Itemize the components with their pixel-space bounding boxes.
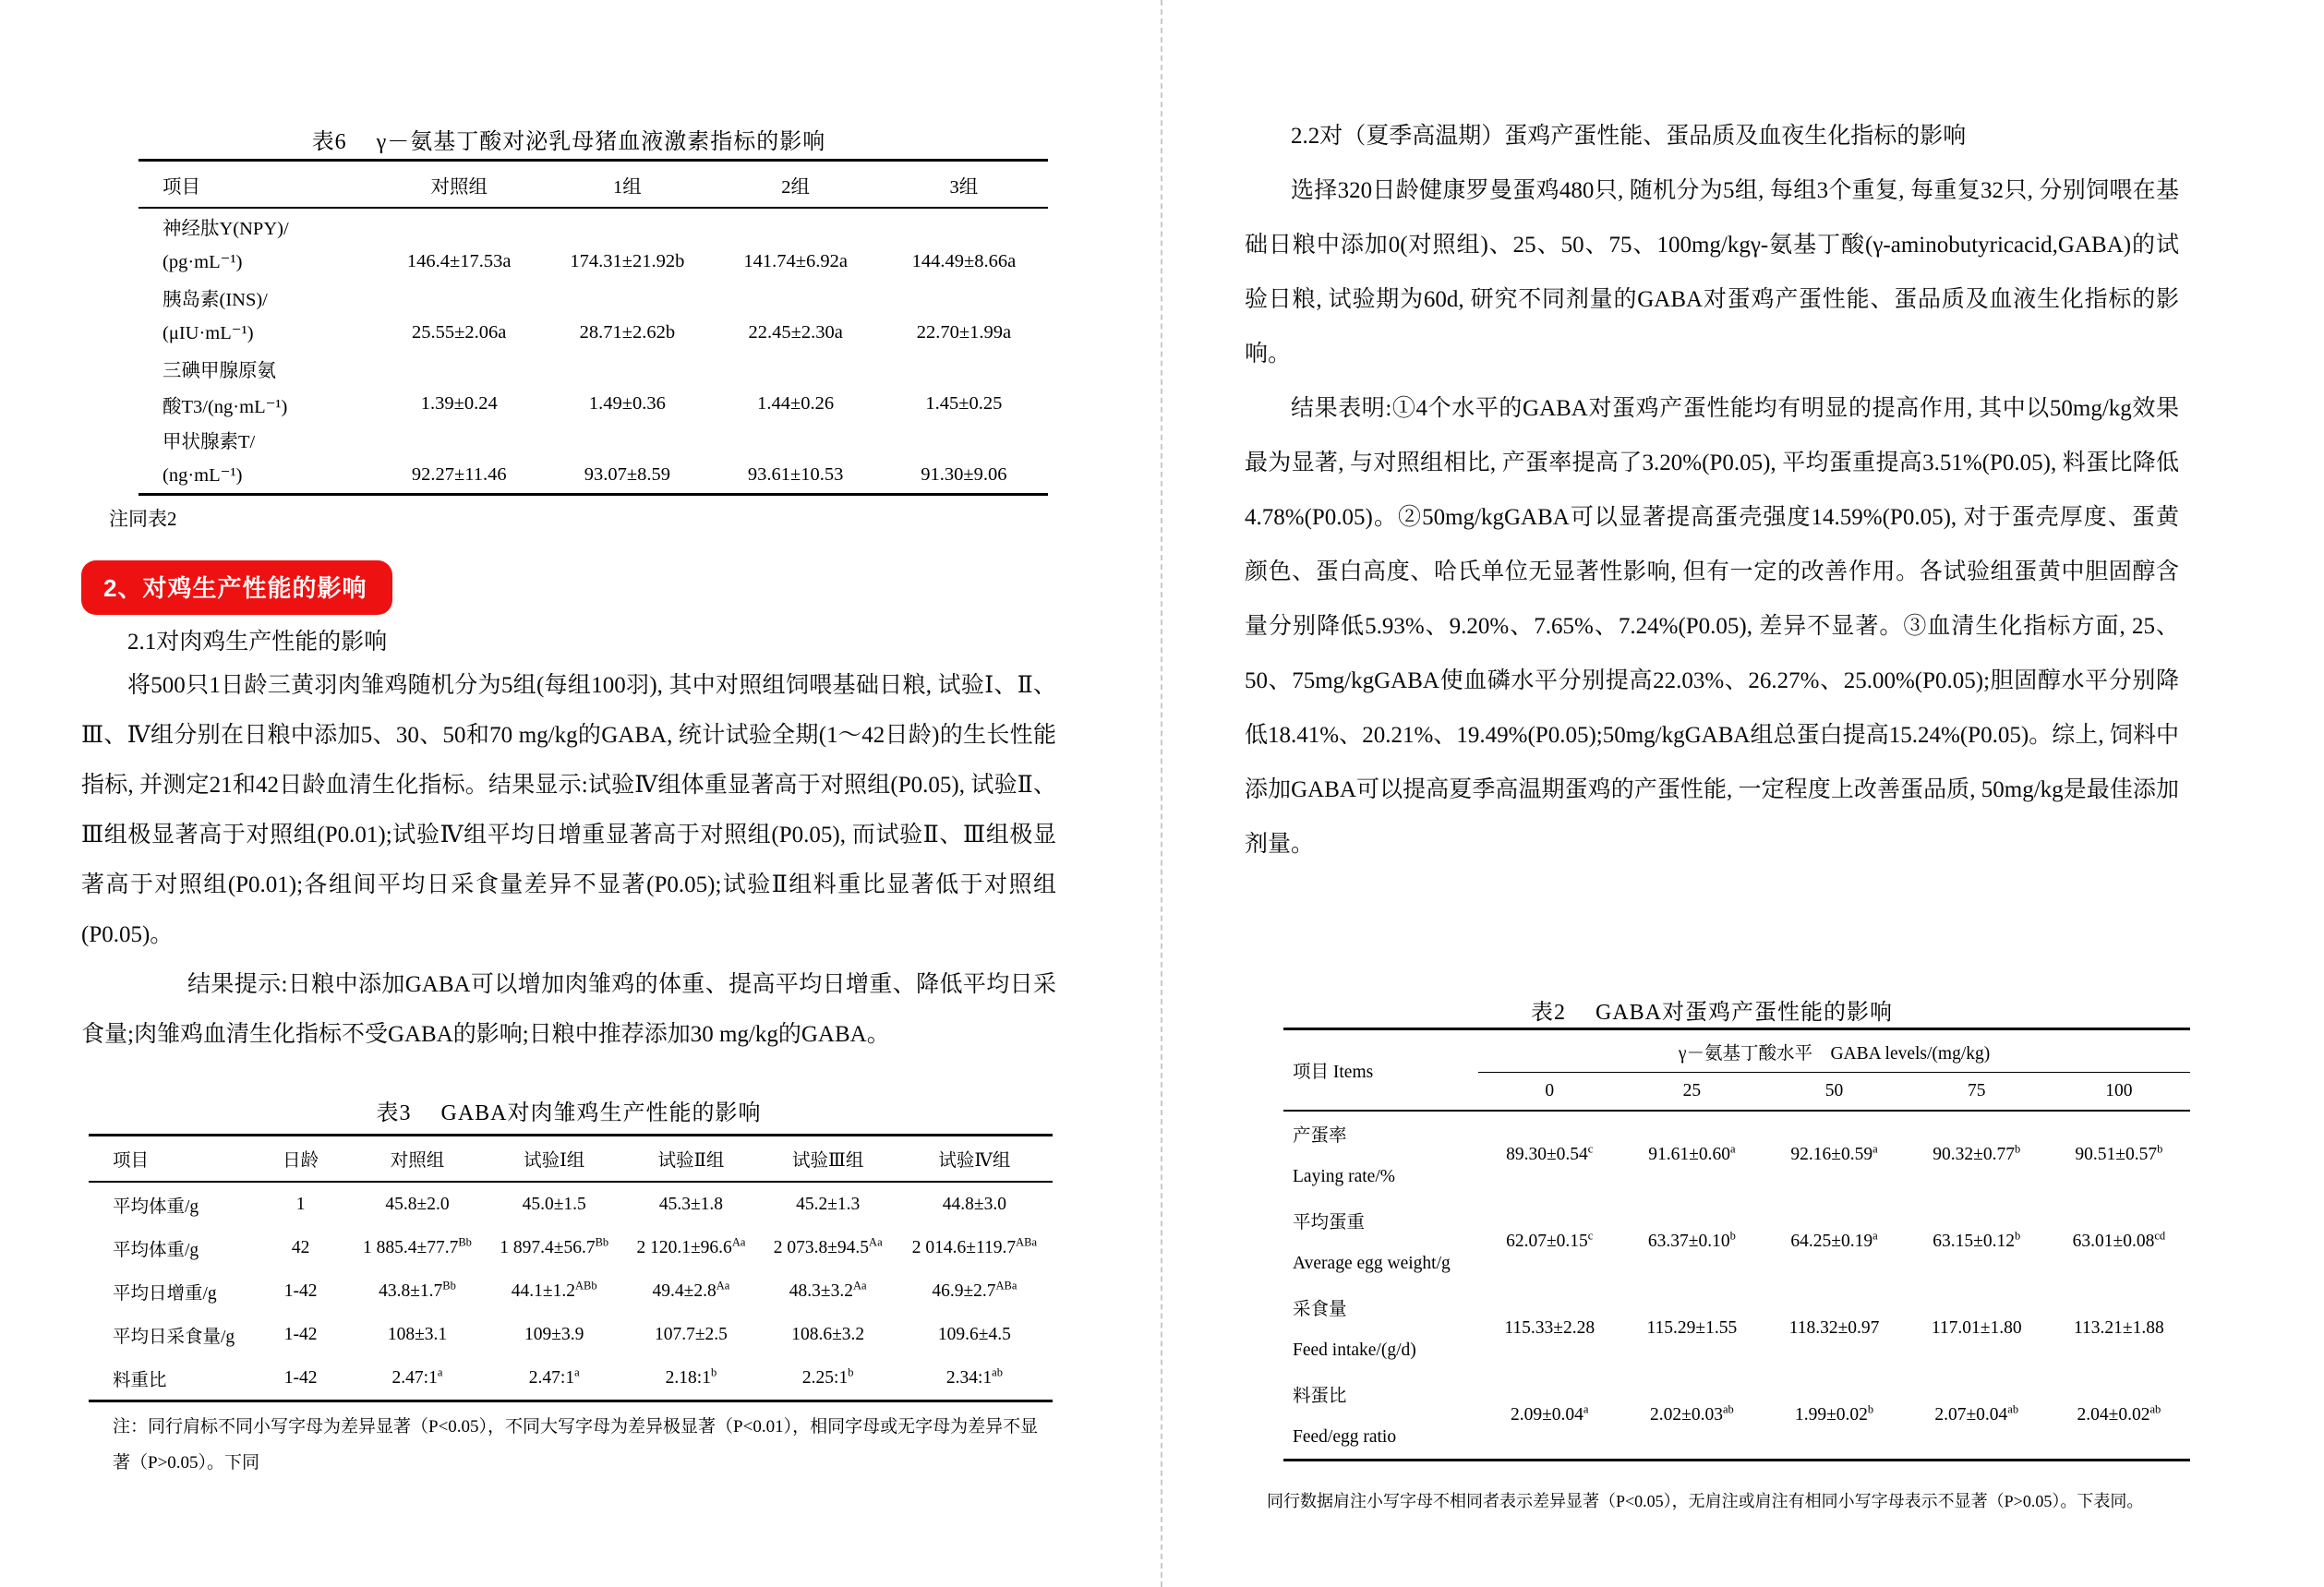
table2-level-100: 100	[2048, 1073, 2190, 1112]
table-cell: 91.30±9.06	[921, 464, 1007, 486]
table-row	[138, 208, 1048, 245]
row-label: 平均日采食量/g	[113, 1327, 235, 1347]
row-label-line1: 三碘甲腺原氨	[163, 361, 276, 382]
row-label-line2: (ng·mL⁻¹)	[163, 465, 243, 487]
table-cell: 2 $073.8\pm 94.5^{Aa}$	[773, 1235, 883, 1257]
table-row	[89, 1356, 1053, 1401]
table-cell: 1-42	[283, 1324, 318, 1344]
table-cell: 90.32±0.77$^b$	[1933, 1142, 2021, 1164]
table3-note-line1: 注：同行肩标不同小写字母为差异显著（P<0.05），不同大写字母为差异极显著（P<0.01），相同字母或无字母为差异不显	[113, 1417, 1039, 1437]
table-cell: 93.61±10.53	[747, 464, 844, 486]
table-cell: 1.45±0.25	[925, 393, 1003, 415]
section22-heading: 2.2对（夏季高温期）蛋鸡产蛋性能、蛋品质及血夜生化指标的影响	[1291, 124, 1967, 149]
table6-header-item: 项目	[138, 161, 375, 209]
table-cell: 2.09±0.04$^a$	[1510, 1402, 1589, 1425]
row-label-en: Feed intake/(g/d)	[1293, 1340, 1416, 1360]
row-label-cn: 料蛋比	[1293, 1386, 1347, 1406]
table-row	[89, 1226, 1053, 1269]
table-cell: 92.27±11.46	[411, 464, 507, 486]
table2-level-75: 75	[1906, 1073, 2048, 1112]
table-cell: 2.47:1$^a$	[391, 1365, 443, 1388]
row-label-line1: 胰岛素(INS)/	[163, 290, 268, 311]
table6-header-row	[138, 161, 1048, 209]
table2-level-50: 50	[1763, 1073, 1905, 1112]
table-cell: 2.04±0.02$^{ab}$	[2077, 1402, 2161, 1425]
table-cell: 92.16±0.59$^a$	[1790, 1142, 1878, 1164]
table-row	[1283, 1285, 2190, 1329]
row-label-cn: 平均蛋重	[1293, 1212, 1366, 1232]
table-row	[138, 387, 1048, 423]
table-cell: 1.99±0.02$^b$	[1794, 1402, 1874, 1425]
table-cell: 109±3.9	[524, 1324, 584, 1344]
table-cell: 2 $120.1\pm 96.6^{Aa}$	[636, 1235, 746, 1257]
table-cell: 1-42	[283, 1367, 318, 1388]
row-label-cn: 产蛋率	[1293, 1125, 1347, 1146]
table2-items-header: 项目 Items	[1283, 1029, 1478, 1112]
table-cell: 93.07±8.59	[584, 464, 671, 486]
row-label-en: Laying rate/%	[1293, 1166, 1395, 1186]
table3-broiler-performance	[89, 1134, 1053, 1402]
table-cell: 2.18:1$^b$	[665, 1365, 717, 1388]
table-cell: 2 $014.6\pm 119.7^{ABa}$	[911, 1235, 1038, 1257]
left-page	[81, 0, 1056, 1587]
row-label-line2: (pg·mL⁻¹)	[163, 252, 243, 273]
table3-header-control: 对照组	[349, 1136, 486, 1183]
row-label-line1: 神经肽Y(NPY)/	[163, 219, 289, 240]
table-cell: 1.44±0.26	[757, 393, 835, 415]
row-label-line2: 酸T3/(ng·mL⁻¹)	[163, 396, 288, 417]
table-cell: 1.49±0.36	[588, 393, 666, 415]
table-cell: 2.02±0.03$^{ab}$	[1650, 1402, 1734, 1425]
table-cell: 45.0±1.5	[522, 1194, 586, 1214]
table-cell: 2.25:1$^b$	[801, 1365, 854, 1388]
table3-header-trial4: 试验Ⅳ组	[897, 1136, 1053, 1183]
row-label-line1: 甲状腺素T/	[163, 432, 256, 453]
table-cell: 1 $897.4\pm 56.7^{Bb}$	[500, 1235, 609, 1257]
table-row	[138, 422, 1048, 458]
right-page	[1245, 0, 2179, 1587]
row-label-en: Average egg weight/g	[1293, 1253, 1451, 1273]
table6-note: 注同表2	[109, 508, 177, 530]
table3-header-item: 项目	[89, 1136, 252, 1183]
table2-level-25: 25	[1620, 1073, 1763, 1112]
table-cell: 62.07±0.15$^c$	[1506, 1229, 1594, 1251]
table-row	[1283, 1198, 2190, 1242]
table-cell: 109.6±4.5	[937, 1324, 1011, 1344]
table2-level-0: 0	[1478, 1073, 1620, 1112]
table2-layer-performance	[1283, 1028, 2190, 1461]
row-label: 平均日增重/g	[113, 1283, 217, 1304]
table-cell: 115.33±2.28	[1504, 1318, 1595, 1338]
table-cell: 90.51±0.57$^b$	[2075, 1142, 2163, 1164]
row-label: 料重比	[113, 1370, 167, 1390]
table2-note: 同行数据肩注小写字母不相同者表示差异显著（P<0.05），无肩注或肩注有相同小写字母表示不显著（P>0.05）。下表同。	[1267, 1492, 2144, 1510]
table-cell: 44.8±3.0	[942, 1194, 1006, 1214]
table6-header-control: 对照组	[375, 161, 543, 209]
table-cell: 45.8±2.0	[385, 1194, 450, 1214]
table-cell: 63.37±0.10$^b$	[1647, 1229, 1736, 1251]
table-cell: 63.01±0.08$^{cd}$	[2072, 1229, 2166, 1251]
table2-title: 表2 GABA对蛋鸡产蛋性能的影响	[1530, 1001, 1893, 1025]
table-cell: 174.31±21.92b	[570, 251, 685, 272]
table-cell: 22.70±1.99a	[916, 322, 1012, 343]
table-cell: 2.47:1$^a$	[528, 1365, 580, 1388]
table3-header-trial2: 试验Ⅱ组	[622, 1136, 759, 1183]
table3-title: 表3 GABA对肉雏鸡生产性能的影响	[376, 1101, 762, 1125]
table-cell: 108.6±3.2	[791, 1324, 865, 1344]
table-cell: 141.74±6.92a	[743, 251, 848, 272]
table-row	[138, 351, 1048, 387]
table3-note-line2: 著（P>0.05）。下同	[113, 1453, 260, 1473]
table-cell: 1	[295, 1194, 306, 1214]
table2-gaba-levels-spanner: γ－氨基丁酸水平 GABA levels/(mg/kg)	[1478, 1029, 2190, 1073]
table-row	[138, 245, 1048, 281]
table-cell: 25.55±2.06a	[412, 322, 507, 343]
table-row	[1283, 1372, 2190, 1415]
table-row	[138, 458, 1048, 495]
table-cell: 115.29±1.55	[1646, 1318, 1738, 1338]
table-row	[89, 1182, 1053, 1226]
table-row	[138, 316, 1048, 352]
table-cell: 117.01±1.80	[1931, 1318, 2022, 1338]
table-cell: 22.45±2.30a	[748, 322, 843, 343]
row-label-cn: 采食量	[1293, 1299, 1347, 1319]
table-cell: 63.15±0.12$^b$	[1933, 1229, 2021, 1251]
row-label-en: Feed/egg ratio	[1293, 1426, 1397, 1447]
table-cell: 118.32±0.97	[1788, 1318, 1880, 1338]
table-cell: $44.1\pm 1.2^{ABb}$	[511, 1279, 597, 1301]
table-cell: 108±3.1	[387, 1324, 448, 1344]
page-divider-dashed-line	[1161, 0, 1162, 1587]
table3-header-age: 日龄	[252, 1136, 348, 1183]
section22-paragraph1: 选择320日龄健康罗曼蛋鸡480只, 随机分为5组, 每组3个重复, 每重复32只, 分别饲喂在基础日粮中添加0(对照组)、25、50、75、100mg/kgγ-氨基丁酸(γ-aminobutyricacid,GABA)的试验日粮, 试验期为60d, 研究不同剂量的GABA对蛋鸡产蛋性能、蛋品质及血液生化指标的影响。	[1245, 178, 2179, 367]
table6-sow-blood-hormones	[138, 159, 1048, 496]
section21-paragraph2: 结果提示:日粮中添加GABA可以增加肉雏鸡的体重、提高平均日增重、降低平均日采食量;肉雏鸡血清生化指标不受GABA的影响;日粮中推荐添加30 mg/kg的GABA。	[81, 972, 1056, 1047]
table3-header-trial1: 试验Ⅰ组	[486, 1136, 622, 1183]
row-label: 平均体重/g	[113, 1240, 199, 1260]
table-cell: 64.25±0.19$^a$	[1790, 1229, 1878, 1251]
section22-block	[1245, 109, 2179, 872]
row-label-line2: (μIU·mL⁻¹)	[163, 323, 254, 344]
table-cell: $48.3\pm 3.2^{Aa}$	[789, 1279, 867, 1301]
table3-header-trial3: 试验Ⅲ组	[760, 1136, 897, 1183]
table-cell: 144.49±8.66a	[911, 251, 1017, 272]
table-cell: 1 $885.4\pm 77.7^{Bb}$	[363, 1235, 472, 1257]
table6-header-group1: 1组	[543, 161, 711, 209]
section22-paragraph2: 结果表明:①4个水平的GABA对蛋鸡产蛋性能均有明显的提高作用, 其中以50mg/kg效果最为显著, 与对照组相比, 产蛋率提高了3.20%(P0.05), 平均蛋重提高3.51%(P0.05), 料蛋比降低4.78%(P0.05)。②50mg/kgGABA可以显著提高蛋壳强度14.59%(P0.05), 对于蛋壳厚度、蛋黄颜色、蛋白高度、哈氏单位无显著性影响, 但有一定的改善作用。各试验组蛋黄中胆固醇含量分别降低5.93%、9.20%、7.65%、7.24%(P0.05), 差异不显著。③血清生化指标方面, 25、50、75mg/kgGABA使血磷水平分别提高22.03%、26.27%、25.00%(P0.05);胆固醇水平分别降低18.41%、20.21%、19.49%(P0.05);50mg/kgGABA组总蛋白提高15.24%(P0.05)。综上, 饲料中添加GABA可以提高夏季高温期蛋鸡的产蛋性能, 一定程度上改善蛋品质, 50mg/kg是最佳添加剂量。	[1245, 396, 2179, 857]
table-row	[89, 1313, 1053, 1356]
table-cell: 113.21±1.88	[2074, 1318, 2164, 1338]
table-row	[1283, 1111, 2190, 1155]
table-cell: $2.34:1^{ab}$	[945, 1365, 1003, 1388]
table-cell: 91.61±0.60$^a$	[1648, 1142, 1736, 1164]
table-cell: 146.4±17.53a	[406, 251, 512, 272]
table-row	[89, 1269, 1053, 1313]
table2-spanner-row	[1283, 1029, 2190, 1073]
table-cell: 45.3±1.8	[658, 1194, 724, 1214]
table-cell: $49.4\pm 2.8^{Aa}$	[652, 1279, 730, 1301]
table-cell: 45.2±1.3	[796, 1194, 861, 1214]
table6-header-group3: 3组	[880, 161, 1048, 209]
table-cell: 28.71±2.62b	[579, 322, 676, 343]
row-label: 平均体重/g	[113, 1196, 199, 1217]
table-row	[138, 280, 1048, 316]
table-cell: $46.9\pm 2.7^{ABa}$	[932, 1279, 1018, 1301]
table6-header-group2: 2组	[712, 161, 880, 209]
table-cell: $43.8\pm 1.7^{Bb}$	[379, 1279, 456, 1301]
table-cell: 1-42	[283, 1280, 318, 1301]
table6-title: 表6 γ－氨基丁酸对泌乳母猪血液激素指标的影响	[311, 130, 826, 154]
table-cell: 1.39±0.24	[420, 393, 498, 415]
table-cell: 107.7±2.5	[654, 1324, 728, 1344]
table3-header-row	[89, 1136, 1053, 1183]
section2-red-heading: 2、对鸡生产性能的影响	[81, 560, 392, 615]
section21-heading: 2.1对肉鸡生产性能的影响	[127, 630, 388, 655]
table-cell: 42	[291, 1237, 310, 1257]
table-cell: 2.07±0.04$^{ab}$	[1934, 1402, 2019, 1425]
table-cell: 89.30±0.54$^c$	[1506, 1142, 1594, 1164]
section21-paragraph1: 将500只1日龄三黄羽肉雏鸡随机分为5组(每组100羽), 其中对照组饲喂基础日粮, 试验Ⅰ、Ⅱ、Ⅲ、Ⅳ组分别在日粮中添加5、30、50和70 mg/kg的GABA, 统计试验全期(1～42日龄)的生长性能指标, 并测定21和42日龄血清生化指标。结果显示:试验Ⅳ组体重显著高于对照组(P0.05), 试验Ⅱ、Ⅲ组极显著高于对照组(P0.01);试验Ⅳ组平均日增重显著高于对照组(P0.05), 而试验Ⅱ、Ⅲ组极显著高于对照组(P0.01);各组间平均日采食量差异不显著(P0.05);试验Ⅱ组料重比显著低于对照组(P0.05)。	[81, 673, 1056, 947]
table3-note	[113, 1409, 1051, 1481]
